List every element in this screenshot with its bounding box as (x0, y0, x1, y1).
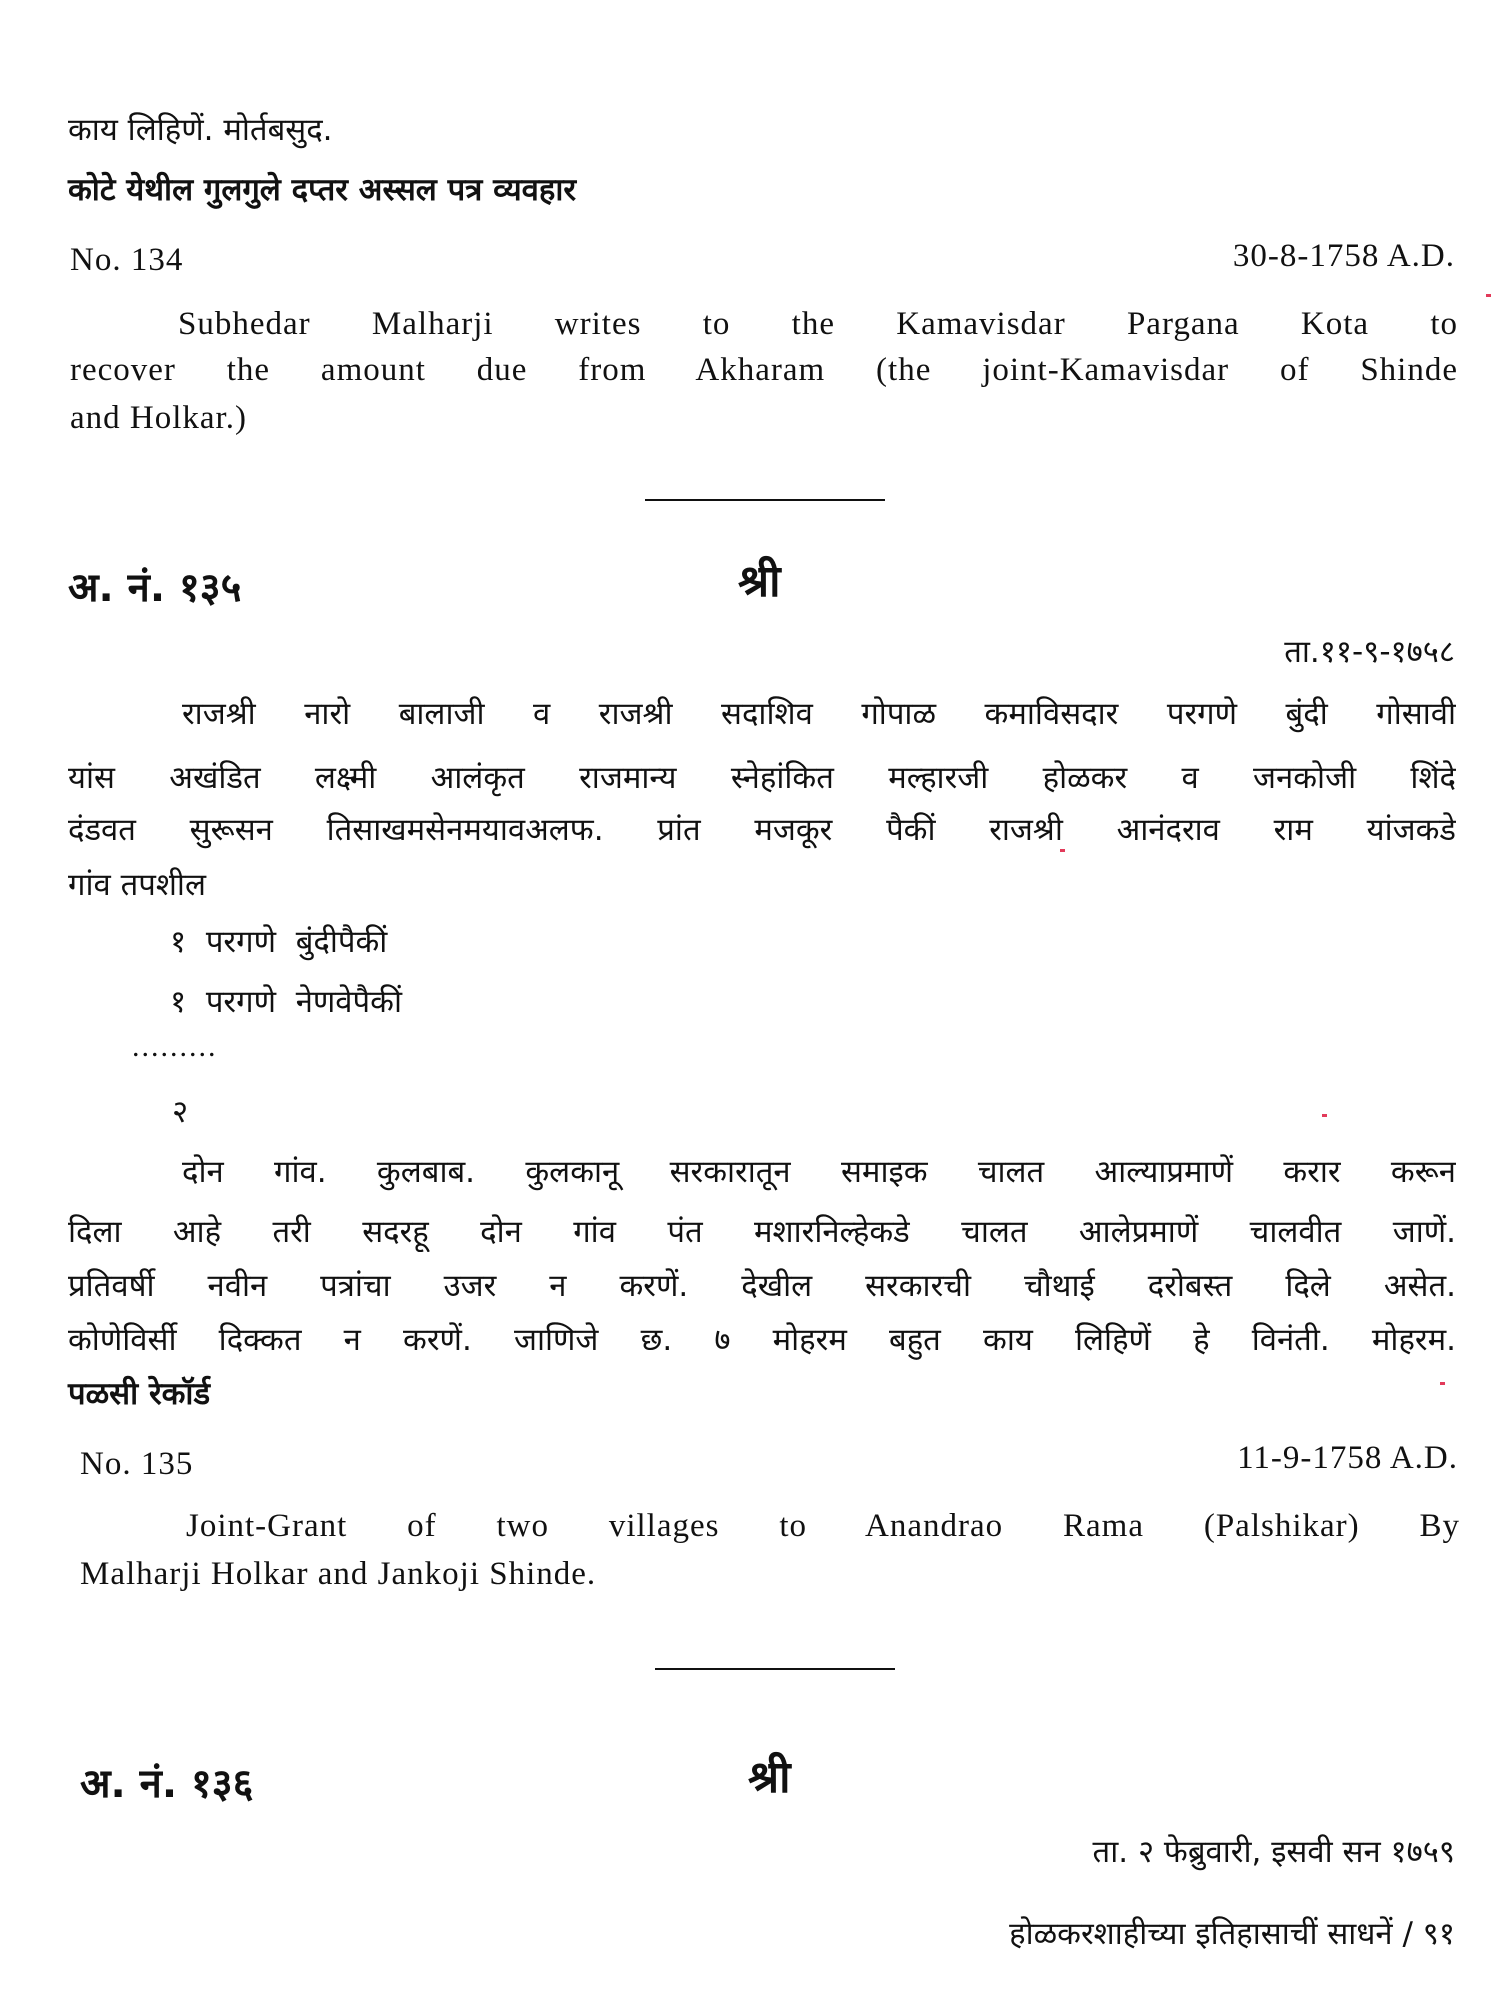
scan-speck (1060, 849, 1065, 852)
entry-135-date: 11-9-1758 A.D. (1237, 1440, 1458, 1476)
village-total: २ (172, 1094, 189, 1130)
letter-135-date: ता.११-९-१७५८ (1284, 634, 1455, 670)
letter-135-text-line: गांव तपशील (68, 867, 206, 903)
entry-134-summary-line: recover the amount due from Akharam (the joint-Kamavisdar of Shinde (70, 352, 1458, 388)
entry-134-summary-line: Subhedar Malharji writes to the Kamavisdar Pargana Kota to (178, 306, 1458, 342)
letter-136-date: ता. २ फेब्रुवारी, इसवी सन १७५९ (1092, 1834, 1455, 1870)
entry-135-number: No. 135 (80, 1446, 194, 1482)
village-list-item: १ परगणे नेणवेपैकीं (170, 984, 402, 1020)
entry-134-number: No. 134 (70, 242, 184, 278)
village-list-item: १ परगणे बुंदीपैकीं (170, 924, 388, 960)
letter-135-text-line: राजश्री नारो बालाजी व राजश्री सदाशिव गोपाळ कमाविसदार परगणे बुंदी गोसावी (182, 696, 1456, 732)
total-rule-dots: ......... (132, 1030, 218, 1063)
section-divider (655, 1668, 895, 1670)
entry-134-summary-line: and Holkar.) (70, 400, 247, 436)
letter-135-source: पळसी रेकॉर्ड (68, 1376, 211, 1412)
letter-136-invocation: श्री (748, 1752, 791, 1803)
scan-speck (1322, 1114, 1327, 1117)
letter-135-text-line: दंडवत सुरूसन तिसाखमसेनमयावअलफ. प्रांत मजकूर पैकीं राजश्री आनंदराव राम यांजकडे (68, 812, 1456, 848)
section-divider (645, 499, 885, 501)
letter-135-text-line: यांस अखंडित लक्ष्मी आलंकृत राजमान्य स्नेहांकित मल्हारजी होळकर व जनकोजी शिंदे (68, 760, 1456, 796)
scan-speck (1486, 294, 1491, 297)
source-title: कोटे येथील गुलगुले दप्तर अस्सल पत्र व्यवहार (68, 172, 577, 208)
entry-135-summary-line: Joint-Grant of two villages to Anandrao Rama (Palshikar) By (186, 1508, 1460, 1544)
scan-speck (1440, 1382, 1445, 1385)
page-footer: होळकरशाहीच्या इतिहासाचीं साधनें / ९१ (1009, 1916, 1455, 1952)
entry-135-summary-line: Malharji Holkar and Jankoji Shinde. (80, 1556, 597, 1592)
letter-135-label: अ. नं. १३५ (68, 565, 242, 611)
letter-135-text-line: दोन गांव. कुलबाब. कुलकानू सरकारातून समाइक चालत आल्याप्रमाणें करार करून (182, 1154, 1456, 1190)
previous-letter-closing: काय लिहिणें. मोर्तबसुद. (68, 112, 333, 148)
letter-136-label: अ. नं. १३६ (80, 1761, 254, 1807)
letter-135-text-line: कोणेविर्सी दिक्कत न करणें. जाणिजे छ. ७ मोहरम बहुत काय लिहिणें हे विनंती. मोहरम. (68, 1322, 1456, 1358)
entry-134-date: 30-8-1758 A.D. (1232, 238, 1455, 274)
letter-135-text-line: प्रतिवर्षी नवीन पत्रांचा उजर न करणें. देखील सरकारची चौथाई दरोबस्त दिले असेत. (68, 1268, 1456, 1304)
letter-135-text-line: दिला आहे तरी सदरहू दोन गांव पंत मशारनिल्हेकडे चालत आलेप्रमाणें चालवीत जाणें. (68, 1214, 1456, 1250)
letter-135-invocation: श्री (738, 556, 781, 607)
